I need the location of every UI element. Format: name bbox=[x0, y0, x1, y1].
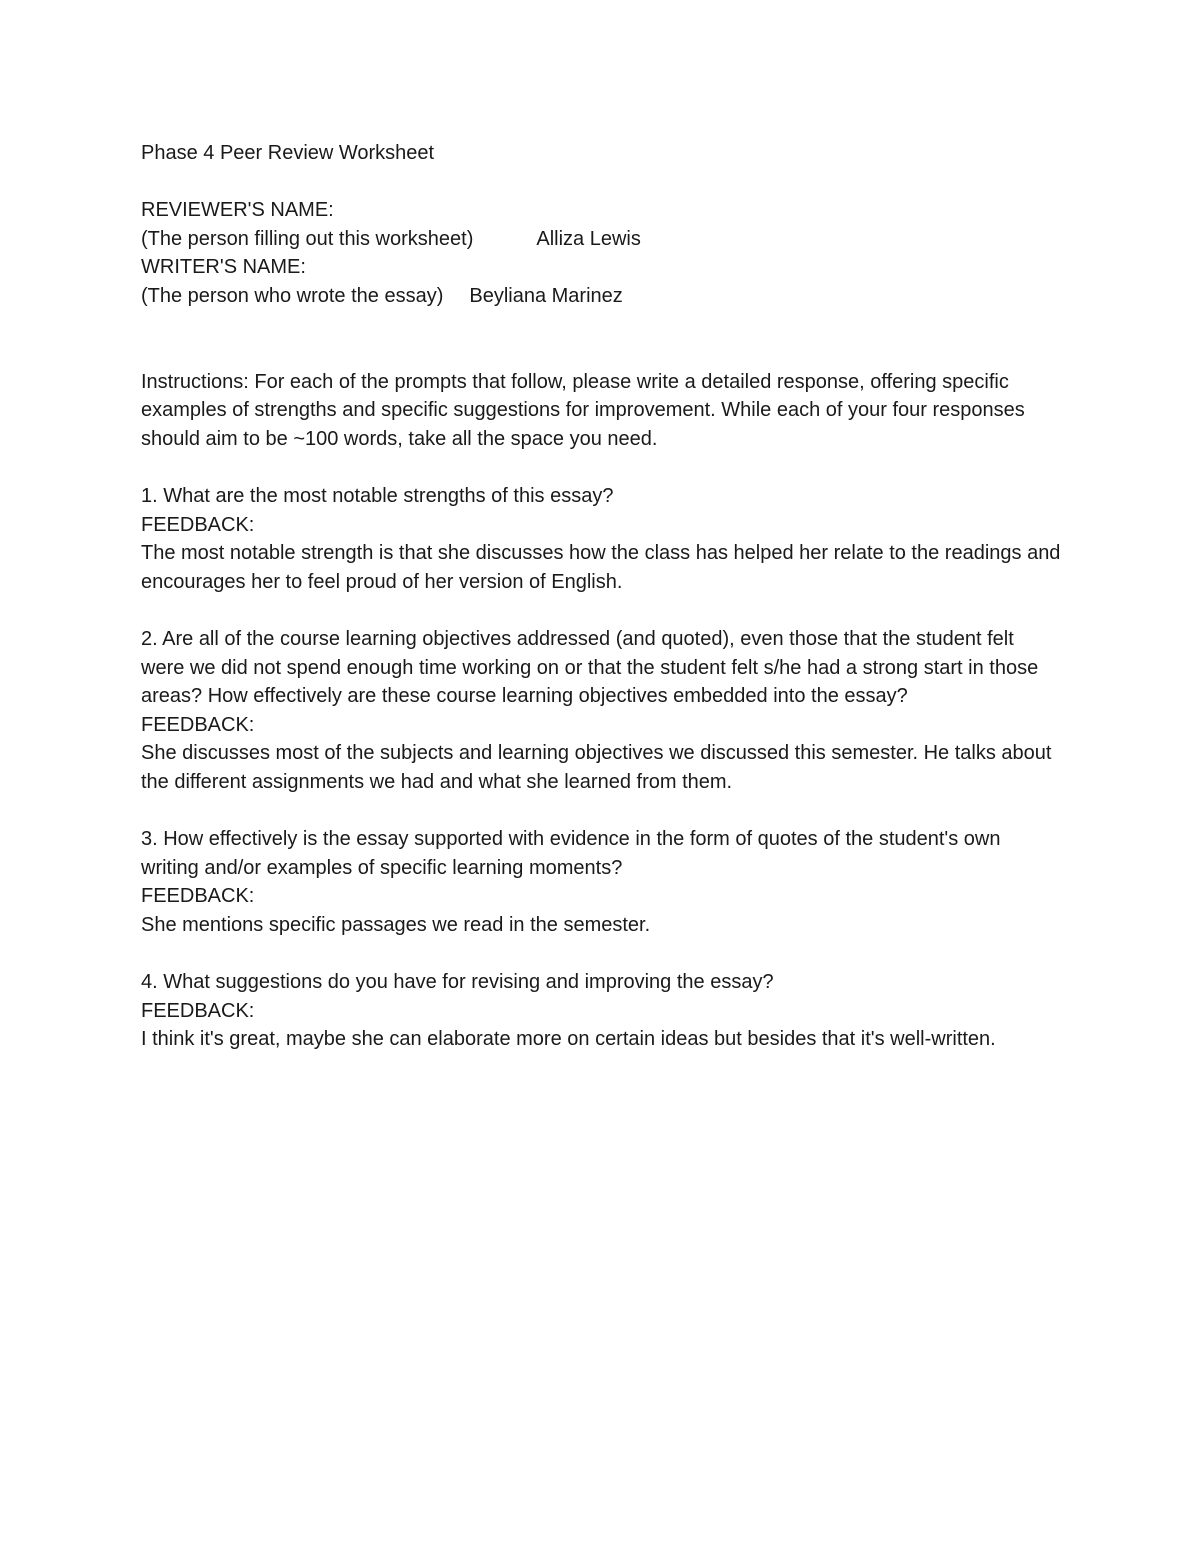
question-prompt: 3. How effectively is the essay supported with evidence in the form of quotes of the student's own writing and/or examples of specific learning moments? bbox=[141, 828, 1001, 879]
writer-row bbox=[141, 282, 1061, 311]
instructions-paragraph: Instructions: For each of the prompts that follow, please write a detailed response, offering specific examples of strengths and specific suggestions for improvement. While each of your four responses should aim to be ~100 words, take all the space you need. bbox=[141, 370, 1025, 450]
feedback-text: The most notable strength is that she discusses how the class has helped her relate to the readings and encourages her to feel proud of her version of English. bbox=[141, 542, 1061, 593]
feedback-label: FEEDBACK: bbox=[141, 999, 255, 1022]
reviewer-name: Alliza Lewis bbox=[536, 227, 641, 250]
reviewer-hint: (The person filling out this worksheet) bbox=[141, 227, 474, 250]
spacer bbox=[141, 168, 1061, 197]
question-block-1 bbox=[141, 482, 1061, 596]
writer-hint: (The person who wrote the essay) bbox=[141, 284, 444, 307]
feedback-label: FEEDBACK: bbox=[141, 513, 255, 536]
feedback-text: She discusses most of the subjects and learning objectives we discussed this semester. He talks about the different assignments we had and what she learned from them. bbox=[141, 742, 1052, 794]
reviewer-label: REVIEWER'S NAME: bbox=[141, 199, 334, 222]
feedback-label: FEEDBACK: bbox=[141, 885, 255, 908]
spacer bbox=[141, 797, 1061, 826]
feedback-label: FEEDBACK: bbox=[141, 713, 255, 736]
question-block-4 bbox=[141, 968, 1061, 1054]
question-block-3 bbox=[141, 825, 1061, 939]
feedback-text: I think it's great, maybe she can elaborate more on certain ideas but besides that it's well-written. bbox=[141, 1028, 996, 1051]
reviewer-row bbox=[141, 225, 1061, 254]
page-title: Phase 4 Peer Review Worksheet bbox=[141, 142, 435, 164]
feedback-text: She mentions specific passages we read in the semester. bbox=[141, 914, 651, 937]
worksheet-page bbox=[141, 139, 1061, 1054]
question-prompt: 4. What suggestions do you have for revising and improving the essay? bbox=[141, 971, 774, 994]
spacer bbox=[141, 339, 1061, 368]
spacer bbox=[141, 311, 1061, 340]
writer-name: Beyliana Marinez bbox=[469, 284, 623, 307]
question-block-2 bbox=[141, 625, 1061, 797]
spacer bbox=[141, 940, 1061, 969]
question-prompt: 1. What are the most notable strengths of this essay? bbox=[141, 485, 614, 508]
question-prompt: 2. Are all of the course learning objectives addressed (and quoted), even those that the student felt were we did not spend enough time working on or that the student felt s/he had a strong start in those areas? How effectively are these course learning objectives embedded into the essay? bbox=[141, 628, 1039, 708]
spacer bbox=[141, 597, 1061, 626]
spacer bbox=[141, 454, 1061, 483]
writer-label: WRITER'S NAME: bbox=[141, 256, 306, 279]
